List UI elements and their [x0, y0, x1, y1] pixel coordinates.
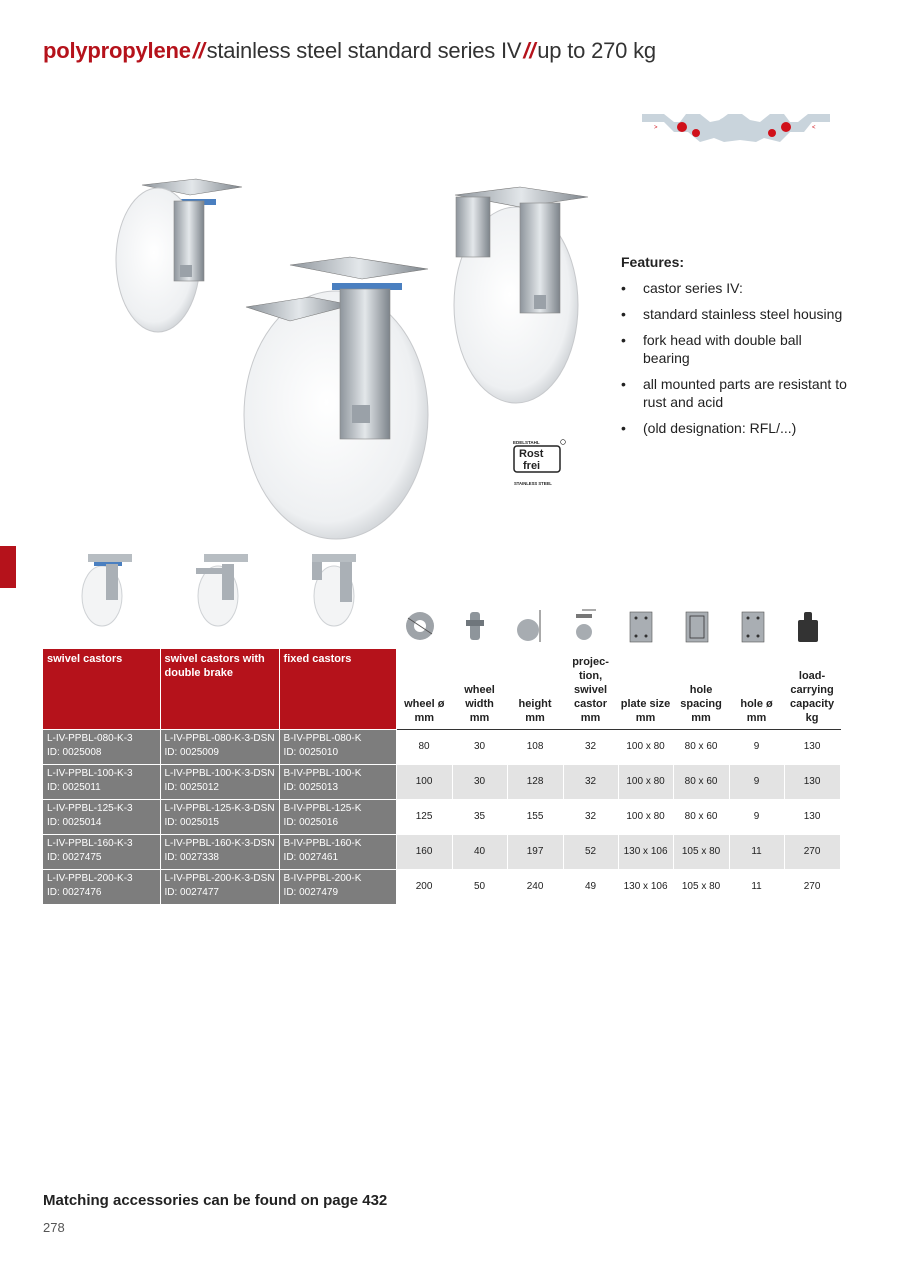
brake-code-cell: L-IV-PPBL-160-K-3-DSN ID: 0027338 — [160, 834, 279, 869]
value-cell: 270 — [784, 834, 840, 869]
badge-top-text: EDELSTAHL — [513, 440, 540, 445]
value-cell: 9 — [729, 799, 784, 834]
column-header-height: height mm — [507, 649, 563, 729]
value-cell: 9 — [729, 729, 784, 764]
brake-castor-thumbnail — [196, 554, 248, 626]
page-number: 278 — [43, 1220, 65, 1235]
title-series: stainless steel standard series IV — [206, 38, 522, 63]
projection-icon — [576, 610, 596, 640]
svg-text:>: > — [654, 125, 658, 131]
value-cell: 11 — [729, 834, 784, 869]
castor-product-image — [100, 165, 620, 545]
badge-line1-text: Rost — [519, 448, 544, 460]
series-diagram-icon — [640, 100, 832, 150]
table-row — [43, 799, 840, 834]
value-cell: 130 — [784, 764, 840, 799]
column-header-load-capacity: load- carrying capacity kg — [784, 649, 840, 729]
feature-item: • (old designation: RFL/...) — [621, 419, 851, 437]
column-header-plate-size: plate size mm — [618, 649, 673, 729]
fixed-code-cell: B-IV-PPBL-125-K ID: 0025016 — [279, 799, 396, 834]
value-cell: 130 x 106 — [618, 869, 673, 904]
value-cell: 105 x 80 — [673, 869, 729, 904]
hole-diameter-icon — [742, 612, 764, 642]
load-capacity-icon — [798, 612, 818, 642]
swivel-code-cell: L-IV-PPBL-200-K-3 ID: 0027476 — [43, 869, 160, 904]
value-cell: 100 x 80 — [618, 764, 673, 799]
fixed-code-cell: B-IV-PPBL-200-K ID: 0027479 — [279, 869, 396, 904]
value-cell: 9 — [729, 764, 784, 799]
column-header-projection: projec- tion, swivel castor mm — [563, 649, 618, 729]
value-cell: 125 — [396, 799, 452, 834]
fixed-code-cell: B-IV-PPBL-100-K ID: 0025013 — [279, 764, 396, 799]
value-cell: 80 — [396, 729, 452, 764]
features-heading: Features: — [621, 254, 685, 270]
value-cell: 130 — [784, 799, 840, 834]
section-tab-marker — [0, 546, 16, 588]
value-cell: 105 x 80 — [673, 834, 729, 869]
value-cell: 130 x 106 — [618, 834, 673, 869]
table-row — [43, 869, 840, 904]
value-cell: 30 — [452, 729, 507, 764]
value-cell: 130 — [784, 729, 840, 764]
hole-spacing-icon — [686, 612, 708, 642]
brake-castor-illustration — [244, 257, 428, 539]
value-cell: 160 — [396, 834, 452, 869]
value-cell: 128 — [507, 764, 563, 799]
spec-header-icons — [392, 608, 840, 648]
value-cell: 32 — [563, 729, 618, 764]
swivel-castor-illustration — [116, 179, 242, 332]
value-cell: 100 x 80 — [618, 799, 673, 834]
column-header-brake: swivel castors with double brake — [160, 649, 279, 729]
height-icon — [517, 610, 540, 642]
title-separator-1: // — [192, 38, 205, 63]
plate-size-icon — [630, 612, 652, 642]
table-header-row — [43, 649, 840, 729]
value-cell: 35 — [452, 799, 507, 834]
value-cell: 108 — [507, 729, 563, 764]
features-list — [621, 279, 851, 437]
castor-thumbnails — [72, 550, 372, 632]
value-cell: 52 — [563, 834, 618, 869]
column-header-hole-spacing: hole spacing mm — [673, 649, 729, 729]
accessories-note: Matching accessories can be found on page 432 — [43, 1192, 388, 1209]
value-cell: 40 — [452, 834, 507, 869]
brake-code-cell: L-IV-PPBL-125-K-3-DSN ID: 0025015 — [160, 799, 279, 834]
product-table — [43, 649, 841, 904]
feature-item: • all mounted parts are resistant to rust and acid — [621, 375, 851, 411]
fixed-code-cell: B-IV-PPBL-160-K ID: 0027461 — [279, 834, 396, 869]
column-header-swivel: swivel castors — [43, 649, 160, 729]
brake-code-cell: L-IV-PPBL-200-K-3-DSN ID: 0027477 — [160, 869, 279, 904]
table-row — [43, 729, 840, 764]
value-cell: 200 — [396, 869, 452, 904]
badge-bottom-text: STAINLESS STEEL — [514, 481, 552, 486]
swivel-code-cell: L-IV-PPBL-080-K-3 ID: 0025008 — [43, 729, 160, 764]
value-cell: 80 x 60 — [673, 729, 729, 764]
wheel-width-icon — [466, 612, 484, 640]
table-row — [43, 764, 840, 799]
fixed-code-cell: B-IV-PPBL-080-K ID: 0025010 — [279, 729, 396, 764]
value-cell: 30 — [452, 764, 507, 799]
swivel-code-cell: L-IV-PPBL-160-K-3 ID: 0027475 — [43, 834, 160, 869]
value-cell: 32 — [563, 764, 618, 799]
table-row — [43, 834, 840, 869]
fixed-castor-illustration — [454, 187, 588, 403]
swivel-castor-thumbnail — [82, 554, 132, 626]
features-panel — [621, 253, 851, 445]
brake-code-cell: L-IV-PPBL-100-K-3-DSN ID: 0025012 — [160, 764, 279, 799]
column-header-hole-diameter: hole ø mm — [729, 649, 784, 729]
value-cell: 49 — [563, 869, 618, 904]
value-cell: 100 — [396, 764, 452, 799]
svg-text:<: < — [812, 125, 816, 131]
value-cell: 50 — [452, 869, 507, 904]
value-cell: 155 — [507, 799, 563, 834]
feature-item: • fork head with double ball bearing — [621, 331, 851, 367]
swivel-code-cell: L-IV-PPBL-125-K-3 ID: 0025014 — [43, 799, 160, 834]
title-capacity: up to 270 kg — [537, 38, 656, 63]
swivel-code-cell: L-IV-PPBL-100-K-3 ID: 0025011 — [43, 764, 160, 799]
value-cell: 270 — [784, 869, 840, 904]
feature-item: • standard stainless steel housing — [621, 305, 851, 323]
wheel-diameter-icon — [406, 612, 434, 640]
fixed-castor-thumbnail — [312, 554, 356, 626]
column-header-fixed: fixed castors — [279, 649, 396, 729]
column-header-wheel-width: wheel width mm — [452, 649, 507, 729]
value-cell: 197 — [507, 834, 563, 869]
column-header-wheel-diameter: wheel ø mm — [396, 649, 452, 729]
value-cell: 11 — [729, 869, 784, 904]
brake-code-cell: L-IV-PPBL-080-K-3-DSN ID: 0025009 — [160, 729, 279, 764]
page-title — [43, 38, 656, 64]
value-cell: 80 x 60 — [673, 799, 729, 834]
value-cell: 100 x 80 — [618, 729, 673, 764]
value-cell: 240 — [507, 869, 563, 904]
badge-line2-text: frei — [523, 460, 541, 472]
value-cell: 32 — [563, 799, 618, 834]
rostfrei-badge-icon — [511, 438, 567, 488]
title-separator-2: // — [523, 38, 536, 63]
title-material: polypropylene — [43, 38, 191, 63]
value-cell: 80 x 60 — [673, 764, 729, 799]
feature-item: • castor series IV: — [621, 279, 851, 297]
